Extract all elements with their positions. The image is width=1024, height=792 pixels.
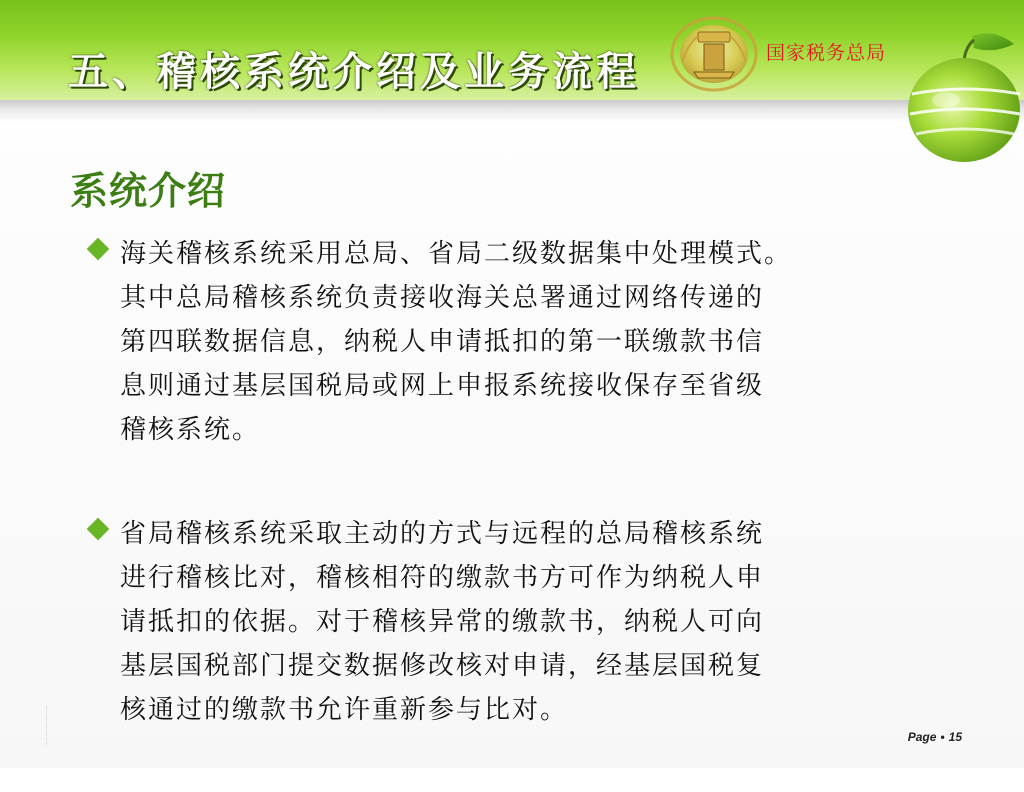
green-apple-icon <box>902 30 1024 170</box>
page-number: 15 <box>948 730 962 744</box>
section-title: 系统介绍 <box>70 169 227 213</box>
bullet-text: 海关稽核系统采用总局、省局二级数据集中处理模式。 其中总局稽核系统负责接收海关总署通过网络传递的 第四联数据信息，纳税人申请抵扣的第一联缴款书信 息则通过基层国税局或网上申报系统接收保存至省级 稽核系统。 <box>120 239 793 445</box>
org-name: 国家税务总局 <box>766 42 887 64</box>
page-label: Page <box>907 730 937 744</box>
header-shadow <box>0 100 1024 122</box>
list-item <box>84 232 944 452</box>
diamond-bullet-icon <box>87 238 110 261</box>
bullet-list <box>84 232 944 792</box>
page-separator: • <box>940 730 945 744</box>
page-number-footer <box>908 730 962 744</box>
bullet-text: 省局稽核系统采取主动的方式与远程的总局稽核系统 进行稽核比对，稽核相符的缴款书方可作为纳税人申 请抵扣的依据。对于稽核异常的缴款书，纳税人可向 基层国税部门提交数据修改核对申请，经基层国税复 核通过的缴款书允许重新参与比对。 <box>120 519 765 725</box>
margin-marks <box>46 706 53 746</box>
tax-emblem-icon <box>668 14 760 92</box>
list-item <box>84 512 944 732</box>
diamond-bullet-icon <box>87 518 110 541</box>
slide-title: 五、稽核系统介绍及业务流程 <box>68 48 640 95</box>
